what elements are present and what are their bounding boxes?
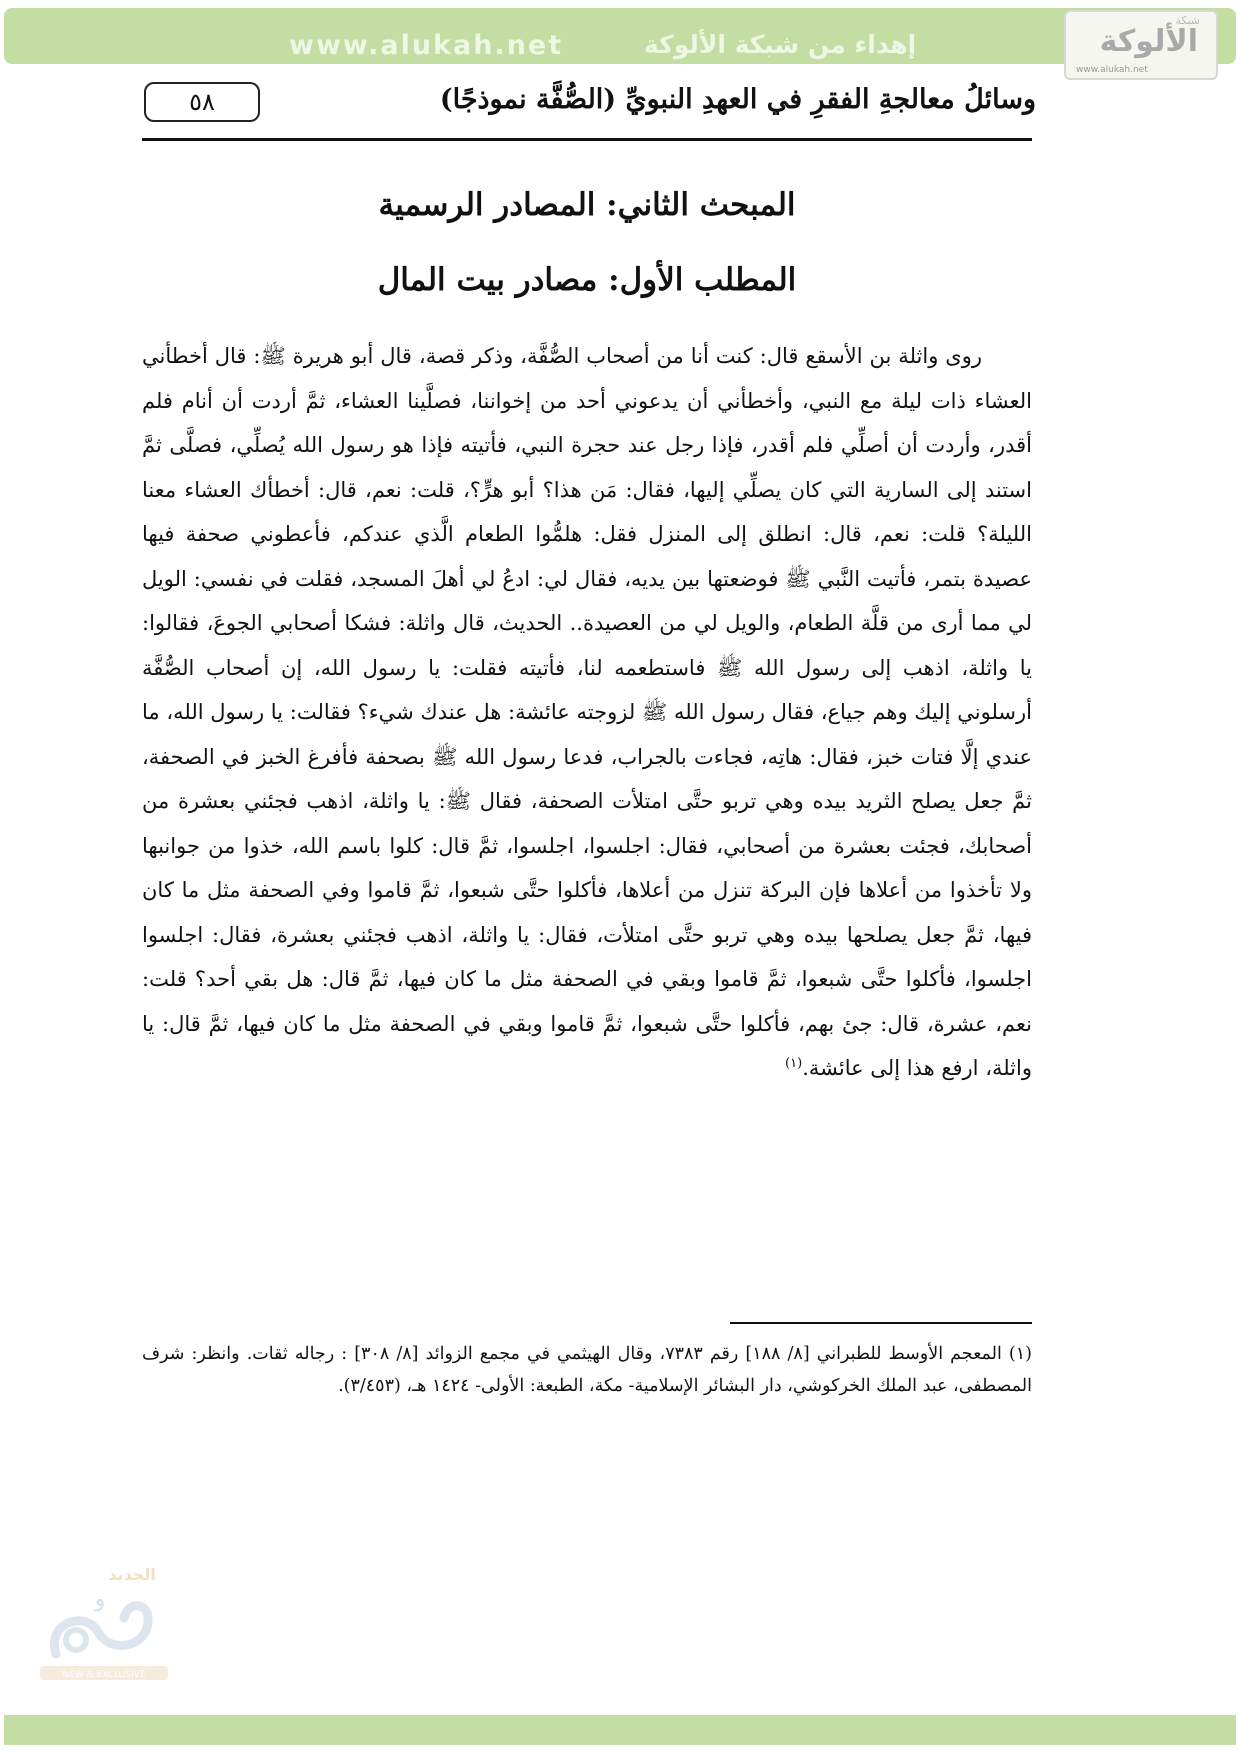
running-title: وسائلُ معالجةِ الفقرِ في العهدِ النبويِّ (الصُّفَّة نموذجًا) (439, 84, 1036, 115)
body-text (142, 334, 1032, 1091)
header-rule (142, 138, 1032, 141)
footnote-reference: (١) (785, 1056, 803, 1071)
site-logo-name: الألوكة (1099, 24, 1198, 59)
watermark-main-text: و (94, 1587, 106, 1612)
bottom-bar (4, 1715, 1236, 1745)
body-paragraph (142, 334, 1032, 1091)
banner-gift-text: إهداء من شبكة الألوكة (644, 30, 917, 59)
watermark-top-text: الجديد (108, 1565, 156, 1584)
footnote-separator (730, 1322, 1032, 1324)
site-logo (1064, 10, 1218, 80)
watermark-bottom-text: NEW & EXCLUSIVE (62, 1670, 146, 1680)
subsection-heading: المطلب الأول: مصادر بيت المال (377, 262, 797, 298)
footnote-text: (١) المعجم الأوسط للطبراني [٨/ ١٨٨] رقم ٧٣٨٣، وقال الهيثمي في مجمع الزوائد [٨/ ٣٠٨] : رجاله ثقات. وانظر: شرف المصطفى، عبد الملك الخركوشي، دار البشائر الإسلامية- مكة، الطبعة: الأولى- ١٤٢٤ هـ، (٣/٤٥٣). (142, 1344, 1032, 1396)
banner-url: www.alukah.net (289, 30, 564, 61)
top-banner (4, 8, 1236, 64)
page-number: ٥٨ (144, 82, 260, 122)
footnote (142, 1338, 1032, 1402)
section-heading: المبحث الثاني: المصادر الرسمية (378, 187, 796, 223)
watermark-logo-graphic (36, 1562, 172, 1682)
body-paragraph-text: روى واثلة بن الأسقع قال: كنت أنا من أصحاب الصُّفَّة، وذكر قصة، قال أبو هريرة ﷺ: قال أخطأني العشاء ذات ليلة مع النبي، وأخطأني أن يدعوني أحد من إخواننا، فصلَّينا العشاء، ثمَّ أردت أن أنام فلم أقدر، وأردت أن أصلِّي فلم أقدر، فإذا رجل عند حجرة النبي، فأتيته فإذا هو رسول الله يُصلِّي، فصلَّى ثمَّ استند إلى السارية التي كان يصلِّي إليها، فقال: مَن هذا؟ أبو هرٍّ؟، قلت: نعم، قال: أخطأك العشاء معنا الليلة؟ قلت: نعم، قال: انطلق إلى المنزل فقل: هلمُّوا الطعام الَّذي عندكم، فأعطوني صحفة فيها عصيدة بتمر، فأتيت النَّبي ﷺ فوضعتها بين يديه، فقال لي: ادعُ لي أهلَ المسجد، فقلت في نفسي: الويل لي مما أرى من قلَّة الطعام، والويل لي من العصيدة.. الحديث، قال واثلة: فشكا أصحابي الجوعَ، فقالوا: يا واثلة، اذهب إلى رسول الله ﷺ فاستطعمه لنا، فأتيته فقلت: يا رسول الله، إن أصحاب الصُّفَّة أرسلوني إليك وهم جياع، فقال رسول الله ﷺ لزوجته عائشة: هل عندك شيء؟ فقالت: يا رسول الله، ما عندي إلَّا فتات خبز، فقال: هاتِه، فجاءت بالجراب، فدعا رسول الله ﷺ بصحفة فأفرغ الخبز في الصحفة، ثمَّ جعل يصلح الثريد بيده وهي تربو حتَّى امتلأت الصحفة، فقال ﷺ: يا واثلة، اذهب فجئني بعشرة من أصحابك، فجئت بعشرة من أصحابي، فقال: اجلسوا، اجلسوا، ثمَّ قال: كلوا باسم الله، خذوا من جوانبها ولا تأخذوا من أعلاها فإن البركة تنزل من أعلاها، فأكلوا حتَّى شبعوا، ثمَّ قاموا وفي الصحفة مثل ما كان فيها، ثمَّ جعل يصلحها بيده وهي تربو حتَّى امتلأت، فقال: يا واثلة، اذهب فجئني بعشرة، فقال: اجلسوا اجلسوا، فأكلوا حتَّى شبعوا، ثمَّ قاموا وبقي في الصحفة مثل ما كان فيها، ثمَّ قال: هل بقي أحد؟ قلت: نعم، عشرة، قال: جئ بهم، فأكلوا حتَّى شبعوا، ثمَّ قاموا وبقي في الصحفة مثل ما كان فيها، ثمَّ قال: يا واثلة، ارفع هذا إلى عائشة. (142, 344, 1032, 1080)
site-logo-url: www.alukah.net (1076, 65, 1148, 75)
site-logo-top-text: شبكة (1175, 14, 1200, 27)
watermark-logo (36, 1562, 172, 1682)
